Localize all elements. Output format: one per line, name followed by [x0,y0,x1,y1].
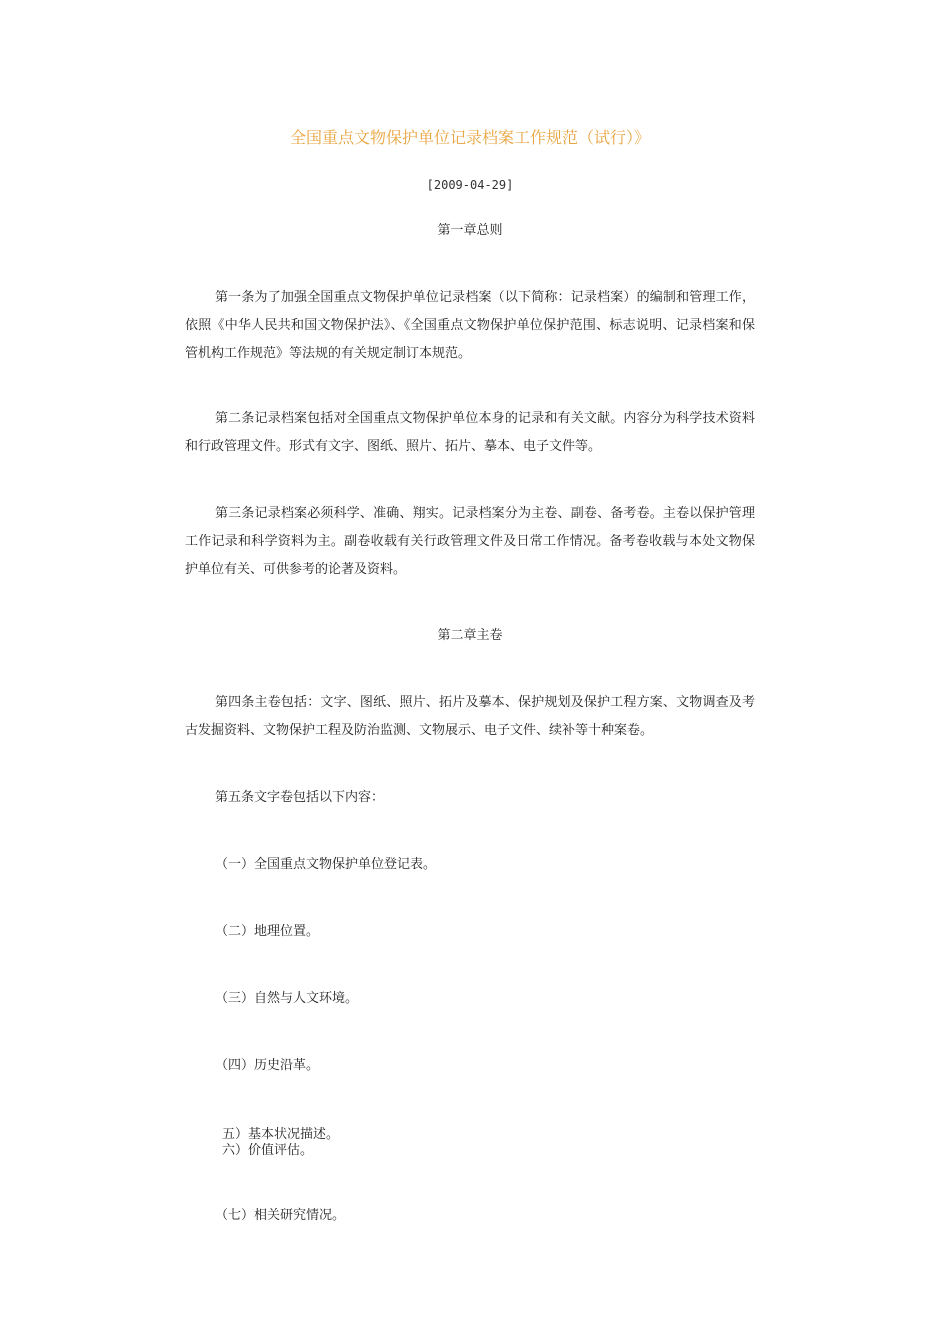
list-item: 六）价值评估。 [222,1143,314,1158]
chapter-heading-2: 第二章主卷 [437,628,503,643]
list-item: （一）全国重点文物保护单位登记表。 [215,857,437,872]
article-5: 第五条文字卷包括以下内容： [215,790,385,805]
list-item: （七）相关研究情况。 [215,1208,346,1223]
list-item: 五）基本状况描述。 [222,1127,340,1142]
chapter-heading-1: 第一章总则 [437,223,503,238]
article-2: 第二条记录档案包括对全国重点文物保护单位本身的记录和有关文献。内容分为科学技术资料和行政管理文件。形式有文字、图纸、照片、拓片、摹本、电子文件等。 [185,411,755,454]
article-3: 第三条记录档案必须科学、准确、翔实。记录档案分为主卷、副卷、备考卷。主卷以保护管理工作记录和科学资料为主。副卷收载有关行政管理文件及日常工作情况。备考卷收载与本处文物保护单位有关、可供参考的论著及资料。 [185,506,755,577]
list-item: （四）历史沿革。 [215,1058,320,1073]
article-4: 第四条主卷包括：文字、图纸、照片、拓片及摹本、保护规划及保护工程方案、文物调查及考古发掘资料、文物保护工程及防治监测、文物展示、电子文件、续补等十种案卷。 [185,695,755,738]
document-title: 全国重点文物保护单位记录档案工作规范（试行）》 [289,128,650,147]
publish-date: [2009-04-29] [426,178,514,192]
article-1: 第一条为了加强全国重点文物保护单位记录档案（以下简称：记录档案）的编制和管理工作，依照《中华人民共和国文物保护法》、《全国重点文物保护单位保护范围、标志说明、记录档案和保管机构工作规范》等法规的有关规定制订本规范。 [185,290,755,361]
list-item: （三）自然与人文环境。 [215,991,359,1006]
list-item: （二）地理位置。 [215,924,320,939]
